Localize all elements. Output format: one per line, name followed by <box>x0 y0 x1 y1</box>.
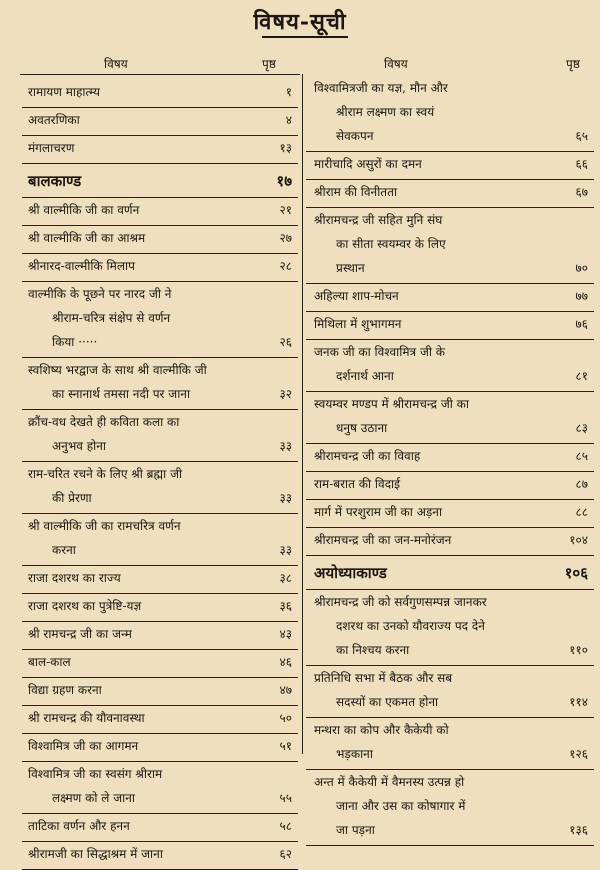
entry-text-line: मारीचादि असुरों का दमन <box>314 157 422 171</box>
entry-page-number: ७६ <box>575 317 588 331</box>
entry-text-line: विश्वामित्रजी का यज्ञ, मौन और <box>314 81 448 95</box>
toc-entry <box>22 198 298 226</box>
entry-text-line: की प्रेरणा <box>52 491 92 505</box>
entry-page-number: २१ <box>279 203 292 217</box>
entry-text-line: श्री वाल्मीकि जी का रामचरित्र वर्णन <box>28 519 181 533</box>
entry-text-line: राजा दशरथ का पुत्रेष्टि-यज्ञ <box>28 599 142 613</box>
entry-text-line: अहिल्या शाप-मोचन <box>314 289 399 303</box>
left-subject-header: विषय <box>104 57 128 71</box>
entry-page-number: ३३ <box>279 439 292 453</box>
entry-text-line: प्रतिनिधि सभा में बैठक और सब <box>314 671 453 685</box>
entry-text-line: श्रीरामजी का सिद्धाश्रम में जाना <box>28 847 163 861</box>
entry-text-line: धनुष उठाना <box>336 421 388 435</box>
entry-page-number: १३ <box>279 141 292 155</box>
entry-page-number: १३६ <box>569 823 588 837</box>
toc-entry <box>22 594 298 622</box>
entry-page-number: ३६ <box>279 599 292 613</box>
entry-page-number: ८३ <box>575 421 588 435</box>
entry-page-number: ४७ <box>279 683 292 697</box>
entry-page-number: ५० <box>279 711 292 725</box>
entry-page-number: ३८ <box>279 571 292 585</box>
entry-text-line: श्रीनारद-वाल्मीकि मिलाप <box>28 259 135 273</box>
right-page-header: पृष्ठ <box>566 57 580 71</box>
toc-entry <box>306 312 594 340</box>
entry-text-line: राम-चरित रचने के लिए श्री ब्रह्मा जी <box>28 467 183 481</box>
entry-text-line: श्री वाल्मीकि जी का वर्णन <box>28 203 140 217</box>
entry-text-line: श्रीराम की विनीतता <box>314 185 398 199</box>
right-column <box>306 76 594 846</box>
entry-text-line: अनुभव होना <box>52 439 106 453</box>
entry-text-line: राजा दशरथ का राज्य <box>28 571 121 585</box>
toc-entry <box>306 718 594 770</box>
right-subject-header: विषय <box>384 57 408 71</box>
entry-text-line: राम-बरात की विदाई <box>314 477 401 491</box>
left-page-header: पृष्ठ <box>262 57 276 71</box>
toc-entry <box>306 208 594 284</box>
entry-page-number: १०६ <box>564 564 588 582</box>
entry-text-line: जा पड़ना <box>336 823 375 837</box>
entry-text-line: दर्शनार्थ आना <box>336 369 394 383</box>
toc-entry <box>22 762 298 814</box>
toc-entry <box>22 136 298 164</box>
toc-entry <box>306 472 594 500</box>
toc-entry <box>22 254 298 282</box>
toc-entry <box>306 590 594 666</box>
entry-text-line: किया ····· <box>52 335 98 349</box>
entry-page-number: ४६ <box>279 655 292 669</box>
entry-text-line: सेवकपन <box>336 129 374 143</box>
toc-entry <box>22 462 298 514</box>
entry-page-number: ६२ <box>279 847 292 861</box>
toc-entry <box>22 282 298 358</box>
entry-text-line: विद्या ग्रहण करना <box>28 683 102 697</box>
toc-entry <box>22 80 298 108</box>
toc-entry <box>22 734 298 762</box>
entry-page-number: १ <box>285 85 292 99</box>
entry-text-line: बालकाण्ड <box>28 172 82 190</box>
entry-text-line: श्रीरामचन्द्र जी सहित मुनि संघ <box>314 213 443 227</box>
toc-entry <box>22 842 298 870</box>
entry-text-line: श्रीरामचन्द्र जी का विवाह <box>314 449 421 463</box>
toc-entry <box>22 650 298 678</box>
entry-text-line: श्रीरामचन्द्र जी को सर्वगुणसम्पन्न जानकर <box>314 595 487 609</box>
entry-page-number: ८७ <box>575 477 588 491</box>
toc-entry <box>306 444 594 472</box>
entry-page-number: ३३ <box>279 491 292 505</box>
entry-text-line: श्रीरामचन्द्र जी का जन-मनोरंजन <box>314 533 452 547</box>
entry-page-number: ६७ <box>575 185 588 199</box>
entry-text-line: स्वशिष्य भरद्वाज के साथ श्री वाल्मीकि जी <box>28 363 207 377</box>
toc-entry <box>306 340 594 392</box>
entry-text-line: वाल्मीकि के पूछने पर नारद जी ने <box>28 287 172 301</box>
toc-entry <box>306 76 594 152</box>
section-heading <box>22 164 298 198</box>
entry-text-line: भड़काना <box>336 747 373 761</box>
entry-text-line: सदस्यों का एकमत होना <box>336 695 439 709</box>
toc-entry <box>22 226 298 254</box>
entry-text-line: ताटिका वर्णन और हनन <box>28 819 130 833</box>
entry-page-number: ११४ <box>569 695 588 709</box>
entry-text-line: का सीता स्वयम्वर के लिए <box>336 237 446 251</box>
toc-entry <box>306 152 594 180</box>
entry-text-line: श्री रामचन्द्र जी का जन्म <box>28 627 132 641</box>
entry-text-line: का स्नानार्थ तमसा नदी पर जाना <box>52 387 191 401</box>
toc-entry <box>22 706 298 734</box>
page-title: विषय-सूची <box>253 9 347 35</box>
entry-page-number: २८ <box>279 259 292 273</box>
entry-page-number: ३३ <box>279 543 292 557</box>
entry-text-line: अवतरणिका <box>28 113 80 127</box>
toc-entry <box>22 566 298 594</box>
entry-text-line: मिथिला में शुभागमन <box>314 317 402 331</box>
entry-text-line: श्रीराम लक्ष्मण का स्वयं <box>336 105 435 119</box>
toc-entry <box>306 180 594 208</box>
entry-text-line: लक्ष्मण को ले जाना <box>52 791 136 805</box>
entry-text-line: स्वयम्वर मण्डप में श्रीरामचन्द्र जी का <box>314 397 469 411</box>
entry-page-number: ८१ <box>575 369 588 383</box>
entry-text-line: का निश्चय करना <box>336 643 410 657</box>
toc-entry <box>306 392 594 444</box>
entry-text-line: दशरथ का उनको यौवराज्य पद देने <box>336 619 485 633</box>
entry-text-line: बाल-काल <box>28 655 71 669</box>
entry-page-number: ८५ <box>575 449 588 463</box>
entry-page-number: ५१ <box>279 739 292 753</box>
entry-text-line: करना <box>52 543 76 557</box>
toc-entry <box>22 108 298 136</box>
toc-entry <box>306 666 594 718</box>
toc-entry <box>22 814 298 842</box>
entry-page-number: ६५ <box>575 129 588 143</box>
header-rule-left <box>20 74 300 75</box>
entry-page-number: १२६ <box>569 747 588 761</box>
entry-page-number: १०४ <box>569 533 588 547</box>
left-column <box>22 80 298 870</box>
toc-entry <box>306 500 594 528</box>
entry-text-line: विश्वामित्र जी का आगमन <box>28 739 139 753</box>
entry-text-line: श्री रामचन्द्र की यौवनावस्था <box>28 711 145 725</box>
entry-text-line: श्री वाल्मीकि जी का आश्रम <box>28 231 146 245</box>
entry-text-line: विश्वामित्र जी का स्वसंग श्रीराम <box>28 767 163 781</box>
toc-entry <box>22 410 298 462</box>
entry-page-number: ६६ <box>575 157 588 171</box>
entry-page-number: ५५ <box>279 791 292 805</box>
entry-page-number: ८८ <box>575 505 588 519</box>
entry-page-number: ३२ <box>279 387 292 401</box>
entry-page-number: ७० <box>575 261 588 275</box>
entry-page-number: ४ <box>285 113 292 127</box>
toc-entry <box>306 284 594 312</box>
entry-page-number: ७७ <box>575 289 588 303</box>
entry-page-number: २६ <box>279 335 292 349</box>
toc-entry <box>306 528 594 556</box>
toc-entry <box>22 622 298 650</box>
entry-page-number: ११० <box>569 643 588 657</box>
entry-text-line: श्रीराम-चरित्र संक्षेप से वर्णन <box>52 311 171 325</box>
toc-entry <box>306 770 594 846</box>
title-underline <box>262 36 348 38</box>
toc-entry <box>22 358 298 410</box>
entry-text-line: प्रस्थान <box>336 261 365 275</box>
column-divider <box>302 74 303 754</box>
toc-entry <box>22 514 298 566</box>
entry-page-number: ४३ <box>279 627 292 641</box>
entry-text-line: जनक जी का विश्वामित्र जी के <box>314 345 445 359</box>
entry-text-line: जाना और उस का कोषागार में <box>336 799 466 813</box>
entry-text-line: अयोध्याकाण्ड <box>314 564 387 582</box>
entry-text-line: क्रौंच-वध देखते ही कविता कला का <box>28 415 180 429</box>
entry-page-number: ५८ <box>279 819 292 833</box>
entry-text-line: रामायण माहात्म्य <box>28 85 100 99</box>
entry-text-line: मंगलाचरण <box>28 141 75 155</box>
entry-page-number: १७ <box>276 172 292 190</box>
toc-entry <box>22 678 298 706</box>
section-heading <box>306 556 594 590</box>
entry-text-line: मन्थरा का कोप और कैकेयी को <box>314 723 449 737</box>
entry-text-line: अन्त में कैकेयी में वैमनस्य उत्पन्न हो <box>314 775 465 789</box>
entry-page-number: २७ <box>279 231 292 245</box>
entry-text-line: मार्ग में परशुराम जी का अड़ना <box>314 505 443 519</box>
